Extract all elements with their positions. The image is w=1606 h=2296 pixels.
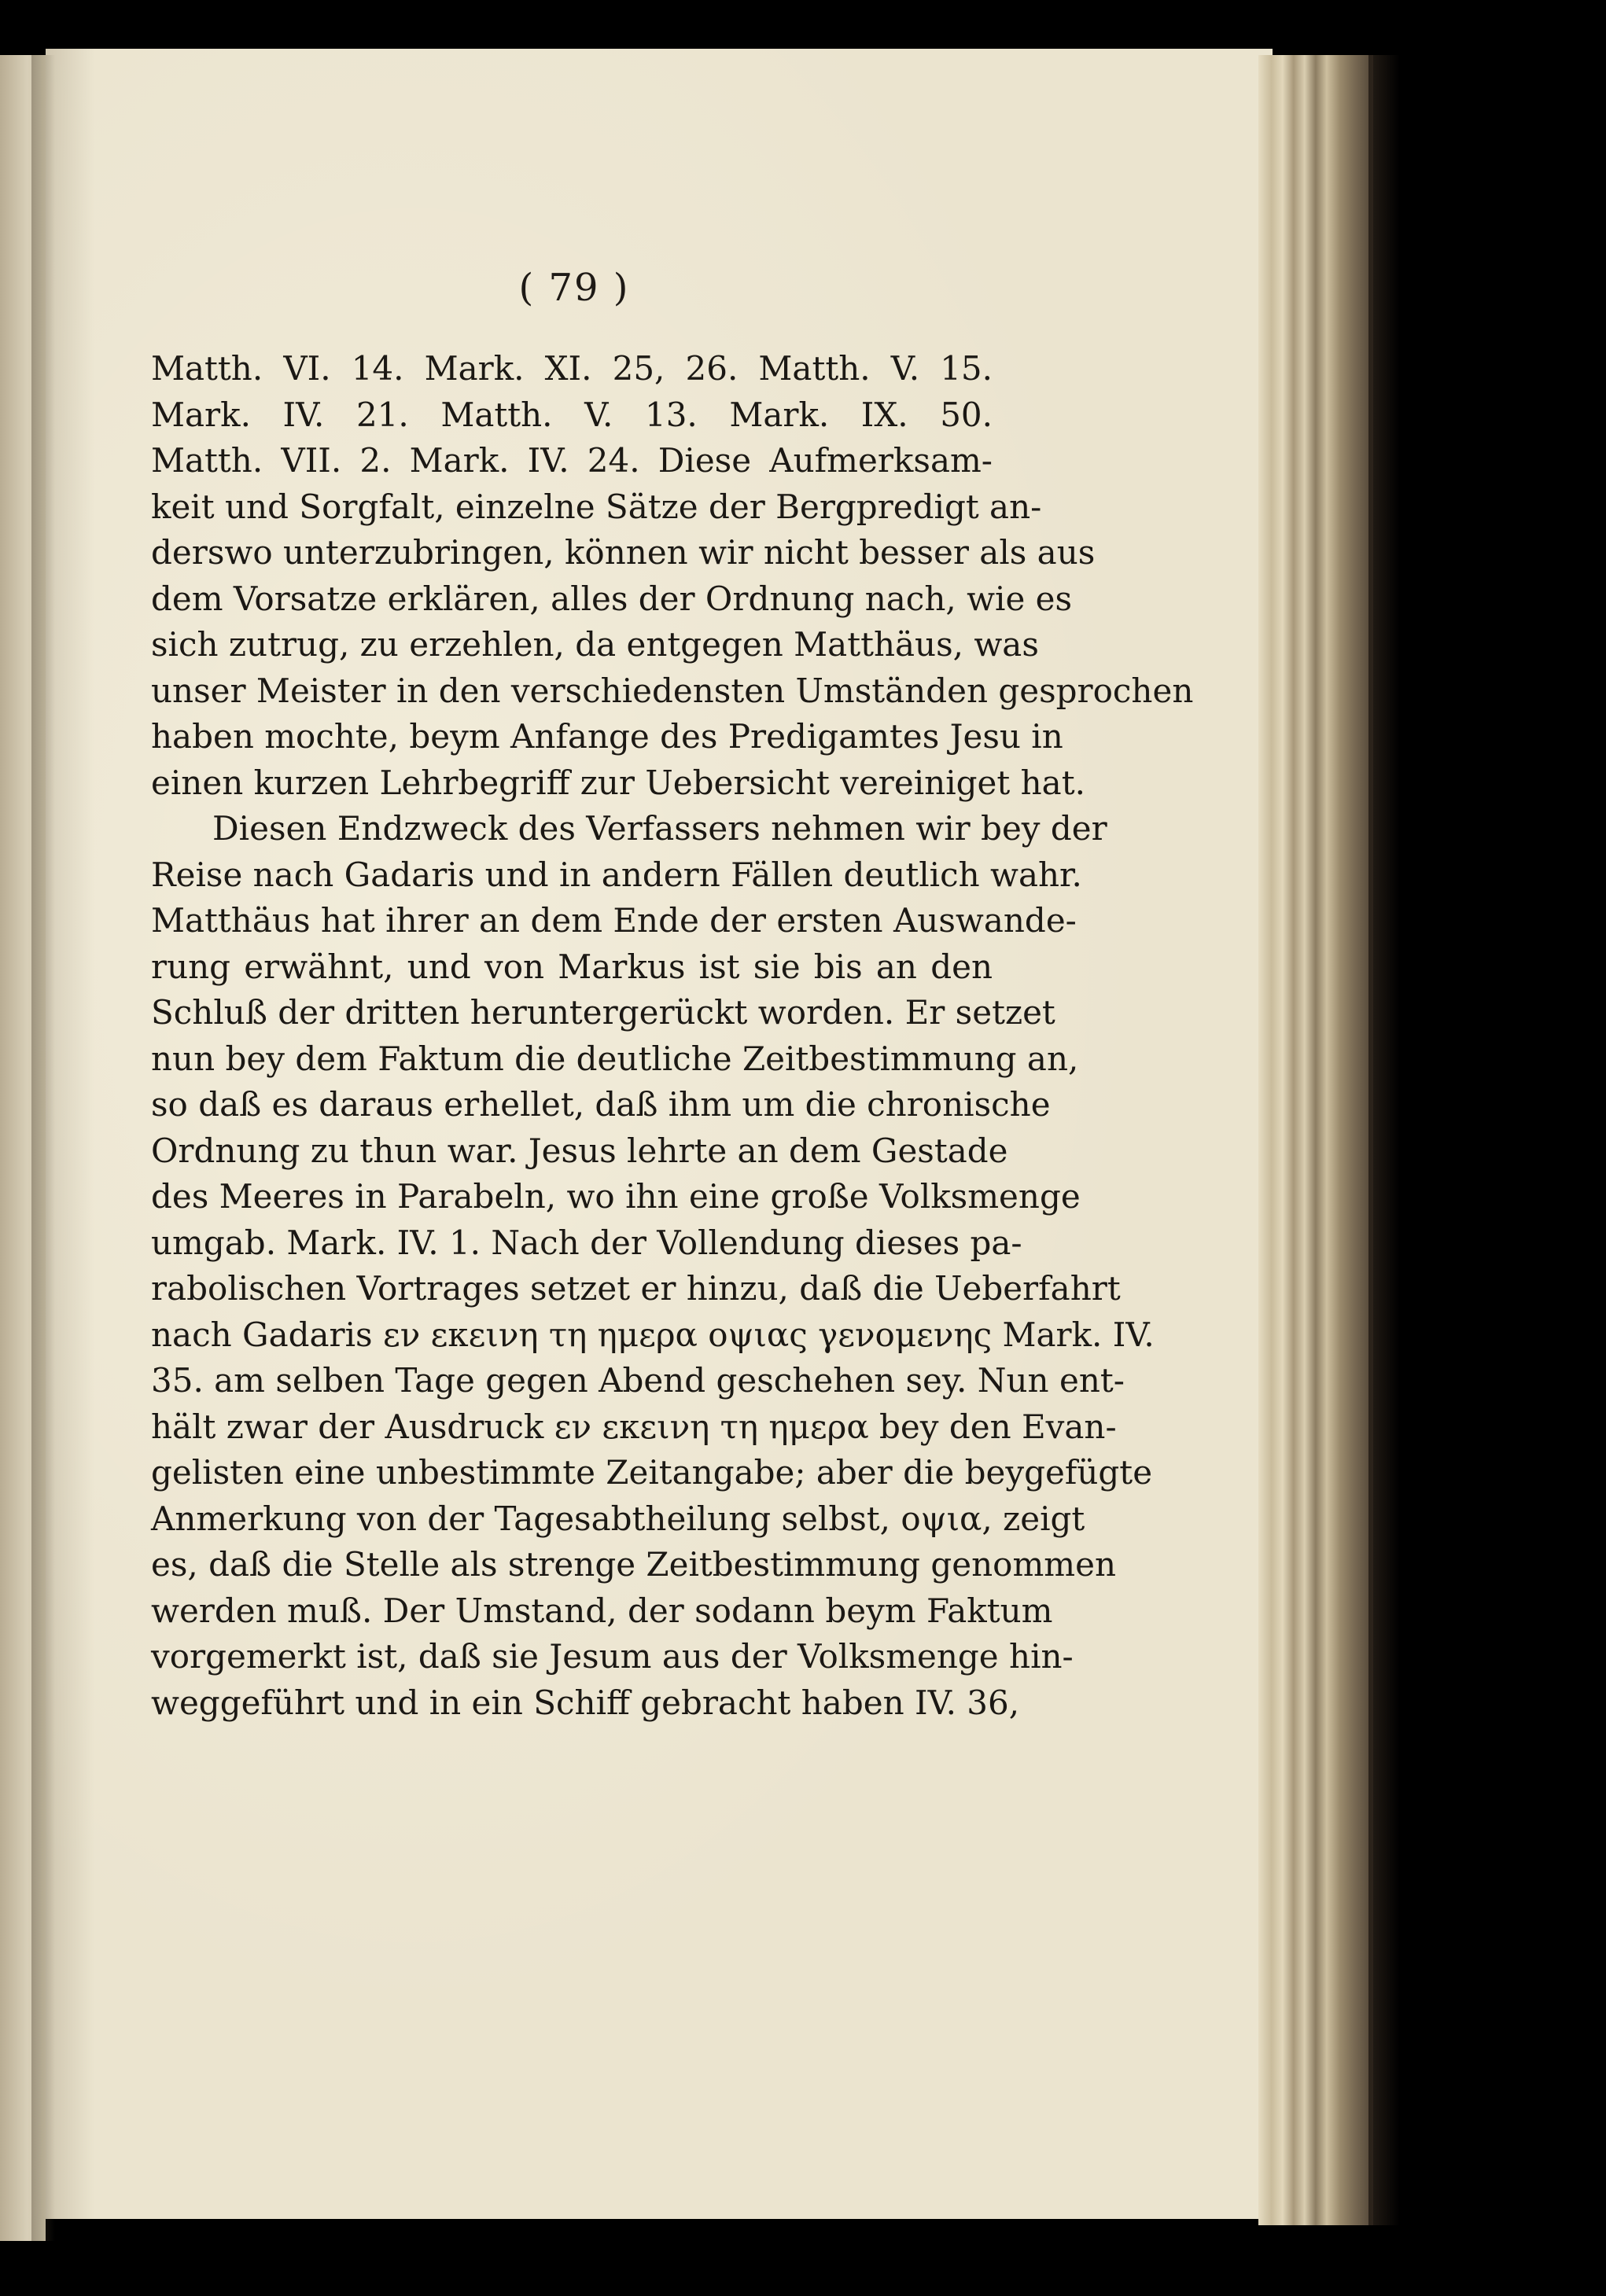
text-line: einen kurzen Lehrbegriff zur Uebersicht vereiniget hat. (151, 763, 1085, 802)
text-line: Anmerkung von der Tagesabtheilung selbst, οψια, zeigt (151, 1499, 1085, 1538)
text-line: Ordnung zu thun war. Jesus lehrte an dem Gestade (151, 1131, 1008, 1170)
text-line: Reise nach Gadaris und in andern Fällen deutlich wahr. (151, 855, 1082, 894)
text-line: vorgemerkt ist, daß sie Jesum aus der Volksmenge hin- (151, 1637, 1074, 1676)
page-edge-shadow (1368, 55, 1400, 2225)
text-line: werden muß. Der Umstand, der sodann beym Faktum (151, 1591, 1053, 1630)
text-line: Matth. VI. 14. Mark. XI. 25, 26. Matth. V. 15. (151, 349, 993, 388)
text-line: sich zutrug, zu erzehlen, da entgegen Matthäus, was (151, 625, 1039, 664)
text-line: hält zwar der Ausdruck εν εκεινη τη ημερα bey den Evan- (151, 1407, 1117, 1446)
text-line: rung erwähnt, und von Markus ist sie bis an den (151, 947, 993, 986)
text-line: nach Gadaris εν εκεινη τη ημερα οψιας γενομενης Mark. IV. (151, 1315, 1155, 1354)
text-line: derswo unterzubringen, können wir nicht besser als aus (151, 533, 1096, 572)
text-line: Matthäus hat ihrer an dem Ende der ersten Auswande- (151, 901, 1077, 940)
text-line: umgab. Mark. IV. 1. Nach der Vollendung dieses pa- (151, 1223, 1022, 1262)
text-line: dem Vorsatze erklären, alles der Ordnung nach, wie es (151, 579, 1073, 618)
text-line: es, daß die Stelle als strenge Zeitbestimmung genommen (151, 1545, 1117, 1584)
text-line: Schluß der dritten heruntergerückt worden. Er setzet (151, 993, 1055, 1032)
page-edge-stack (1258, 55, 1373, 2225)
text-line: nun bey dem Faktum die deutliche Zeitbestimmung an, (151, 1039, 1079, 1078)
text-line: unser Meister in den verschiedensten Umständen gesprochen (151, 671, 1194, 710)
text-line: Matth. VII. 2. Mark. IV. 24. Diese Aufmerksam- (151, 441, 993, 480)
text-line: gelisten eine unbestimmte Zeitangabe; aber die beygefügte (151, 1453, 1153, 1492)
text-line: so daß es daraus erhellet, daß ihm um die chronische (151, 1085, 1051, 1124)
text-line: des Meeres in Parabeln, wo ihn eine große Volksmenge (151, 1177, 1081, 1216)
text-line: Diesen Endzweck des Verfassers nehmen wir bey der (212, 809, 1107, 848)
page-number: ( 79 ) (518, 266, 630, 310)
text-line: Mark. IV. 21. Matth. V. 13. Mark. IX. 50. (151, 395, 993, 434)
page-gutter (31, 55, 55, 2241)
text-line: 35. am selben Tage gegen Abend geschehen sey. Nun ent- (151, 1361, 1125, 1400)
text-line: keit und Sorgfalt, einzelne Sätze der Bergpredigt an- (151, 487, 1042, 526)
body-text (151, 346, 1194, 1726)
text-line: rabolischen Vortrages setzet er hinzu, daß die Ueberfahrt (151, 1269, 1121, 1308)
text-line: haben mochte, beym Anfange des Predigamtes Jesu in (151, 717, 1063, 756)
text-line: weggeführt und in ein Schiff gebracht haben IV. 36, (151, 1683, 1020, 1722)
